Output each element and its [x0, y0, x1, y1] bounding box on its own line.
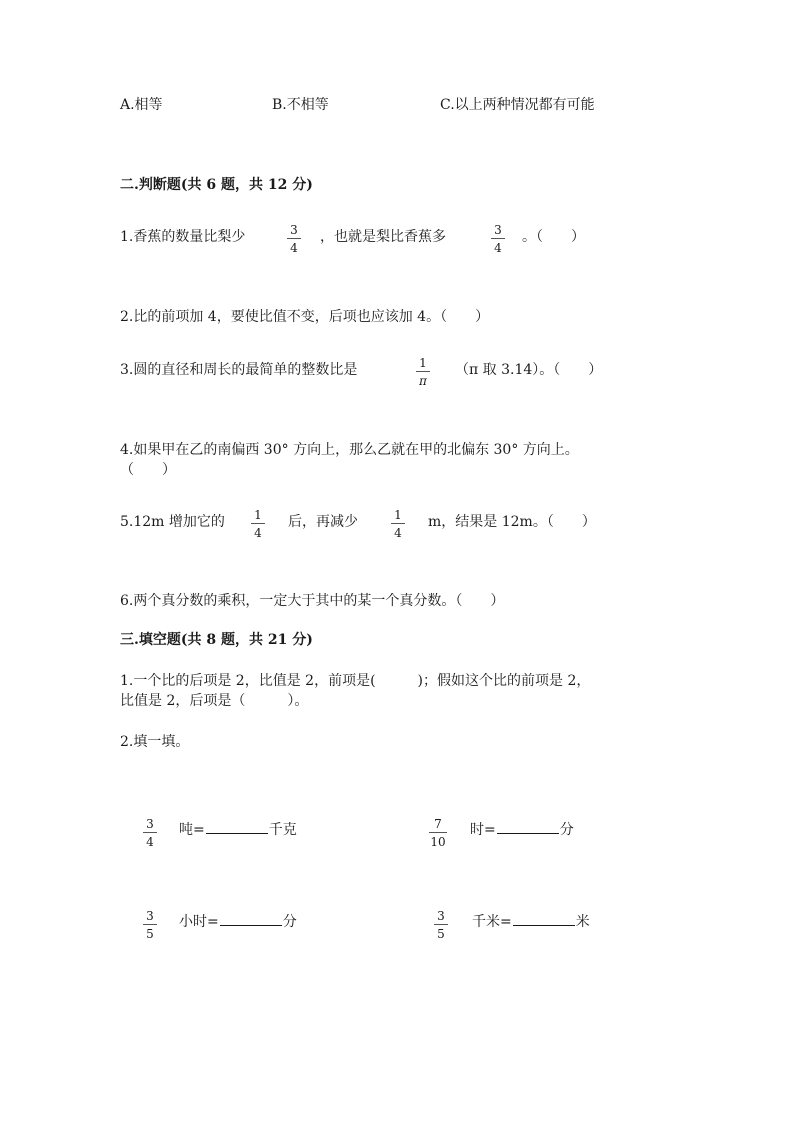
judge-q1-part1: 1.香蕉的数量比梨少	[120, 229, 246, 245]
fill-item-before: 千米=	[472, 914, 512, 930]
fill-item-after: 分	[282, 914, 297, 930]
section-2-title: 二.判断题(共 6 题，共 12 分)	[120, 177, 313, 193]
fill-item	[472, 915, 590, 929]
fill-q1-line2: 比值是 2，后项是（ ）。	[120, 693, 309, 709]
fraction-denominator: π	[419, 374, 427, 388]
judge-q1-part2: ，也就是梨比香蕉多	[320, 229, 446, 245]
fraction	[389, 509, 407, 539]
fraction-numerator: 1	[254, 508, 262, 522]
answer-blank[interactable]	[513, 924, 575, 926]
answer-blank[interactable]	[206, 832, 268, 834]
fill-q1-line1: 1.一个比的后项是 2，比值是 2，前项是( )；假如这个比的前项是 2，	[120, 673, 591, 689]
fraction-numerator: 3	[437, 909, 445, 923]
fraction-denominator: 4	[494, 241, 502, 255]
fraction-numerator: 3	[290, 223, 298, 237]
fill-item	[179, 915, 297, 929]
fill-item-before: 小时=	[179, 914, 219, 930]
fraction	[489, 224, 507, 254]
judge-q3-part2: （π 取 3.14）。（ ）	[455, 362, 603, 378]
fill-item-before: 时=	[470, 822, 496, 838]
fraction	[141, 818, 159, 848]
fill-item-after: 千克	[268, 822, 297, 838]
option-b: B.不相等	[272, 97, 329, 113]
fraction-numerator: 1	[394, 508, 402, 522]
fraction-numerator: 3	[494, 223, 502, 237]
fraction-denominator: 10	[430, 835, 446, 849]
answer-blank[interactable]	[220, 924, 282, 926]
fraction-numerator: 7	[434, 817, 442, 831]
fraction-denominator: 5	[437, 927, 445, 941]
judge-q5-part1: 5.12m 增加它的	[120, 514, 225, 530]
fraction-denominator: 4	[290, 241, 298, 255]
fraction-numerator: 1	[419, 356, 427, 370]
fill-q2: 2.填一填。	[120, 734, 190, 750]
judge-q6: 6.两个真分数的乘积，一定大于其中的某一个真分数。（ ）	[120, 593, 505, 609]
fill-item	[470, 823, 574, 837]
judge-q2: 2.比的前项加 4，要使比值不变，后项也应该加 4。（ ）	[120, 309, 490, 325]
fraction-denominator: 4	[254, 526, 262, 540]
fraction	[414, 357, 432, 387]
fraction	[141, 910, 159, 940]
judge-q4-line1: 4.如果甲在乙的南偏西 30° 方向上，那么乙就在甲的北偏东 30° 方向上。	[120, 442, 579, 458]
fraction	[249, 509, 267, 539]
judge-q5-part3: m，结果是 12m。（ ）	[428, 514, 596, 530]
fraction-numerator: 3	[146, 817, 154, 831]
answer-blank[interactable]	[497, 832, 559, 834]
judge-q1-part3: 。（ ）	[522, 229, 585, 245]
fraction	[427, 818, 449, 848]
fill-item	[179, 823, 297, 837]
judge-q3-part1: 3.圆的直径和周长的最简单的整数比是	[120, 362, 358, 378]
judge-q5-part2: 后，再减少	[288, 514, 358, 530]
fraction-denominator: 5	[146, 927, 154, 941]
option-c: C.以上两种情况都有可能	[440, 97, 595, 113]
judge-q4-line2: （ ）	[120, 462, 176, 478]
fraction	[285, 224, 303, 254]
section-3-title: 三.填空题(共 8 题，共 21 分)	[120, 632, 313, 648]
fill-item-after: 米	[575, 914, 590, 930]
fraction-numerator: 3	[146, 909, 154, 923]
fill-item-before: 吨=	[179, 822, 205, 838]
fill-item-after: 分	[559, 822, 574, 838]
fraction	[432, 910, 450, 940]
option-a: A.相等	[120, 97, 163, 113]
fraction-denominator: 4	[146, 835, 154, 849]
fraction-denominator: 4	[394, 526, 402, 540]
